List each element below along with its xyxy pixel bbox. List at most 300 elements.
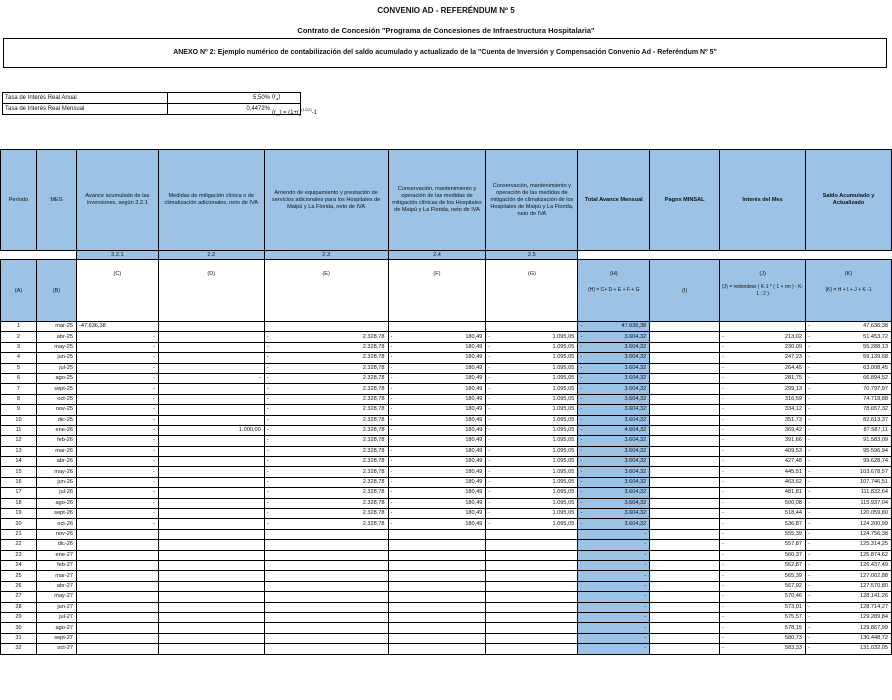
cell-h [578,602,650,612]
col-header-f: Conservación, mantenimiento y operación de las medidas de mitigación clínicas de los Hospitales de Maipú y La Florida, neto de IVA [388,150,486,251]
cell-leader: - [808,614,810,621]
cell-g [486,602,578,612]
cell-value: - [152,333,155,340]
cell-value: 131.032,05 [860,645,888,652]
cell-mes: feb-26 [36,436,76,446]
cell-value: 66.894,52 [863,375,888,382]
cell-value: 555,39 [784,531,803,537]
formula-sup: (1/12) [301,107,312,112]
cell-e [264,415,388,425]
cell-leader: - [808,385,810,392]
cell-value: 351,73 [784,416,803,423]
cell-n: 3 [1,342,37,352]
cell-k [806,436,892,446]
cell-e [264,550,388,560]
cell-leader: - [488,489,491,496]
cell-h [578,342,650,352]
cell-value: 3.604,32 [624,479,647,486]
cell-value: - [644,541,647,548]
cell-d [158,519,264,529]
cell-leader: - [266,499,269,506]
cell-value: 3.604,32 [624,354,647,361]
cell-leader: - [488,437,491,444]
cell-k [806,550,892,560]
cell-mes: ago-27 [36,623,76,633]
cell-leader: - [808,406,810,413]
cell-leader: - [722,354,725,361]
cell-c [76,353,158,363]
cell-value: - [258,375,261,382]
cell-g [486,488,578,498]
cell-leader: - [390,385,393,392]
cell-j [720,592,806,602]
cell-mes: abr-27 [36,581,76,591]
cell-i [650,540,720,550]
cell-value: - [644,562,647,569]
cell-c [76,550,158,560]
cell-n: 12 [1,436,37,446]
cell-c [76,436,158,446]
cell-value: 518,44 [784,510,803,517]
cell-value: 82.613,37 [863,416,888,423]
cell-leader: - [808,427,810,434]
cell-i [650,623,720,633]
cell-leader: - [580,364,583,371]
cell-leader: - [722,406,725,413]
cell-e [264,405,388,415]
cell-g [486,373,578,383]
cell-j [720,394,806,404]
cell-leader: - [722,479,725,486]
cell-j [720,415,806,425]
cell-leader: - [580,458,583,465]
cell-n: 4 [1,353,37,363]
cell-h [578,571,650,581]
cell-k [806,353,892,363]
cell-leader: - [488,364,491,371]
cell-j [720,571,806,581]
cell-value: 180,49 [465,364,483,371]
cell-n: 15 [1,467,37,477]
cell-mes: mar-26 [36,446,76,456]
cell-value: 573,01 [784,603,803,610]
cell-g [486,342,578,352]
cell-j [720,633,806,643]
cell-value: 127.002,88 [860,572,888,579]
cell-leader: - [580,416,583,423]
cell-leader: - [808,437,810,444]
cell-e [264,353,388,363]
cell-value: 2.328,78 [362,385,385,392]
cell-e [264,560,388,570]
cell-value: 180,49 [465,520,483,527]
cell-c [76,498,158,508]
cell-c [76,342,158,352]
cell-d [158,342,264,352]
cell-d [158,353,264,363]
cell-leader: - [808,520,810,527]
cell-n: 9 [1,405,37,415]
cell-leader: - [580,354,583,361]
cell-h [578,477,650,487]
cell-value: 463,62 [784,479,803,486]
cell-value: 124.200,99 [860,520,888,527]
cell-d [158,332,264,342]
cell-leader: - [78,323,81,330]
col-header-periodo: Período [1,150,37,251]
cell-leader: - [266,427,269,434]
cell-value: 78.657,32 [863,406,888,413]
cell-g [486,363,578,373]
cell-leader: - [722,343,725,350]
formula-sub: a [299,112,302,118]
col-letter: (C) [76,260,158,322]
cell-value: 3.604,32 [624,343,647,350]
cell-e [264,581,388,591]
col-header-h: Total Avance Mensual [578,150,650,251]
cell-n: 13 [1,446,37,456]
cell-value: 180,49 [465,427,483,434]
cell-f [388,633,486,643]
cell-value: 299,13 [784,385,803,392]
cell-f [388,623,486,633]
cell-k [806,602,892,612]
cell-j [720,498,806,508]
cell-value: 3.604,32 [624,375,647,382]
cell-d [158,425,264,435]
table-row [1,602,892,612]
table-row [1,446,892,456]
cell-c [76,488,158,498]
cell-mes: oct-26 [36,519,76,529]
cell-value: 3.604,32 [624,385,647,392]
cell-i [650,633,720,643]
formula-body: ) = (1+r [279,110,300,116]
section-blank [578,251,650,260]
cell-leader: - [488,395,491,402]
col-letter: (J) [759,271,766,277]
cell-c [76,373,158,383]
cell-leader: - [808,499,810,506]
col-letter: (H) [609,271,618,277]
cell-value: 3.604,32 [624,458,647,465]
cell-value: 560,37 [784,551,803,558]
cell-value: 580,73 [784,634,803,641]
cell-leader: - [488,458,491,465]
cell-value: 2.328,78 [362,489,385,496]
cell-leader: - [808,562,810,569]
cell-n: 7 [1,384,37,394]
cell-i [650,384,720,394]
cell-k [806,498,892,508]
cell-k [806,415,892,425]
cell-leader: - [580,427,583,434]
column-header-row [1,150,892,251]
cell-leader: - [580,520,583,527]
cell-value: 2.328,78 [362,343,385,350]
cell-value: 2.328,78 [362,499,385,506]
cell-value: 180,49 [465,510,483,517]
cell-g [486,540,578,550]
cell-k [806,363,892,373]
cell-leader: - [390,499,393,506]
col-letter: (E) [264,260,388,322]
cell-value: 2.328,78 [362,520,385,527]
cell-d [158,322,264,332]
cell-value: - [644,645,647,652]
cell-h [578,425,650,435]
cell-leader: - [390,406,393,413]
cell-n: 30 [1,623,37,633]
cell-leader: - [808,354,810,361]
cell-n: 28 [1,602,37,612]
cell-n: 8 [1,394,37,404]
cell-value: 583,33 [784,645,803,652]
col-letter: (G) [486,260,578,322]
cell-leader: - [390,395,393,402]
table-row [1,477,892,487]
cell-h [578,446,650,456]
cell-h [578,540,650,550]
table-row [1,529,892,539]
cell-g [486,467,578,477]
cell-leader: - [580,323,583,330]
table-row [1,550,892,560]
cell-e [264,384,388,394]
cell-mes: feb-27 [36,560,76,570]
cell-value: - [644,572,647,579]
cell-e [264,425,388,435]
cell-value: 1.095,05 [552,447,575,454]
cell-f [388,560,486,570]
cell-mes: ene-27 [36,550,76,560]
cell-k [806,529,892,539]
cell-leader: - [808,343,810,350]
cell-value: 125.874,62 [860,551,888,558]
cell-leader: - [722,489,725,496]
col-header-d: Medidas de mitigación clínica o de climatización adicionales, neto de IVA [158,150,264,251]
cell-g [486,415,578,425]
cell-e [264,498,388,508]
cell-mes: ene-26 [36,425,76,435]
cell-value: 107.746,51 [860,479,888,486]
cell-c [76,457,158,467]
document-title: CONVENIO AD - REFERÉNDUM Nº 5 [377,6,515,15]
cell-g [486,436,578,446]
cell-leader: - [580,489,583,496]
cell-mes: may-27 [36,592,76,602]
cell-h [578,322,650,332]
cell-leader: - [580,437,583,444]
cell-n: 10 [1,415,37,425]
symbol-text: (r [272,94,276,100]
cell-leader: - [580,447,583,454]
cell-value: 180,49 [465,458,483,465]
cell-e [264,612,388,622]
cell-value: - [644,582,647,589]
cell-value: 180,49 [465,468,483,475]
cell-value: 2.328,78 [362,458,385,465]
cell-leader: - [808,333,810,340]
cell-value: 180,49 [465,343,483,350]
cell-value: - [152,468,155,475]
cell-value: 445,51 [784,468,803,475]
cell-j [720,384,806,394]
cell-c [76,581,158,591]
cell-value: 59.139,68 [863,354,888,361]
cell-leader: - [266,416,269,423]
cell-d [158,405,264,415]
cell-value: 180,49 [465,354,483,361]
cell-value: 1.095,05 [552,333,575,340]
cell-f [388,436,486,446]
cell-leader: - [722,520,725,527]
cell-k [806,519,892,529]
cell-value: 264,45 [784,364,803,371]
cell-g [486,560,578,570]
cell-c [76,560,158,570]
cell-h [578,405,650,415]
col-header-e: Arriendo de equipamiento y prestación de servicios adicionales para los Hospitales de Maipú y La Florida, neto de IVA [264,150,388,251]
cell-leader: - [488,479,491,486]
cell-h [578,509,650,519]
cell-leader: - [580,375,583,382]
cell-i [650,467,720,477]
cell-value: 3.604,32 [624,510,647,517]
cell-h [578,415,650,425]
cell-value: 1.095,05 [552,437,575,444]
cell-value: 1.095,05 [552,468,575,475]
cell-n: 11 [1,425,37,435]
cell-k [806,633,892,643]
cell-value: 2.328,78 [362,510,385,517]
account-table [0,149,892,655]
cell-value: 2.328,78 [362,437,385,444]
cell-value: - [152,427,155,434]
cell-leader: - [390,333,393,340]
cell-mes: jun-27 [36,602,76,612]
cell-leader: - [488,416,491,423]
cell-c [76,394,158,404]
cell-value: 47.636,38 [621,323,647,330]
cell-leader: - [488,510,491,517]
section-blank [36,251,76,260]
cell-leader: - [488,468,491,475]
cell-d [158,529,264,539]
cell-value: 565,39 [784,572,803,579]
cell-d [158,467,264,477]
cell-mes: jun-26 [36,477,76,487]
cell-value: 567,92 [784,582,803,589]
cell-leader: - [390,520,393,527]
cell-g [486,332,578,342]
cell-value: 47.636,38 [863,323,888,330]
col-letter: (B) [36,260,76,322]
cell-leader: - [266,364,269,371]
cell-value: 578,15 [784,624,803,631]
cell-i [650,560,720,570]
cell-j [720,519,806,529]
cell-c [76,467,158,477]
cell-value: 1.095,05 [552,354,575,361]
cell-n: 32 [1,644,37,654]
cell-k [806,644,892,654]
cell-k [806,467,892,477]
cell-value: 1.095,05 [552,406,575,413]
cell-f [388,519,486,529]
cell-value: 1.095,05 [552,385,575,392]
table-row [1,488,892,498]
cell-leader: - [580,333,583,340]
cell-value: - [152,343,155,350]
cell-g [486,519,578,529]
cell-n: 6 [1,373,37,383]
cell-mes: may-25 [36,342,76,352]
col-letter: (D) [158,260,264,322]
cell-f [388,373,486,383]
cell-value: - [152,499,155,506]
cell-h [578,488,650,498]
cell-n: 14 [1,457,37,467]
cell-f [388,394,486,404]
cell-value: - [644,634,647,641]
cell-d [158,644,264,654]
cell-leader: - [488,406,491,413]
cell-h [578,457,650,467]
cell-value: 103.678,57 [860,468,888,475]
cell-j [720,342,806,352]
cell-leader: - [808,541,810,548]
cell-e [264,332,388,342]
cell-value: 3.604,32 [624,499,647,506]
cell-leader: - [390,354,393,361]
cell-c [76,322,158,332]
cell-value: 51.453,72 [863,333,888,340]
cell-leader: - [266,458,269,465]
cell-value: 3.604,32 [624,437,647,444]
cell-value: 570,46 [784,593,803,600]
cell-e [264,436,388,446]
cell-f [388,425,486,435]
cell-i [650,477,720,487]
cell-g [486,394,578,404]
cell-g [486,529,578,539]
symbol-text: (r [272,110,276,116]
cell-h [578,353,650,363]
cell-value: 129.867,99 [860,624,888,631]
cell-value: 2.328,78 [362,406,385,413]
table-row [1,436,892,446]
cell-leader: - [722,468,725,475]
cell-value: 481,81 [784,489,803,496]
cell-n: 25 [1,571,37,581]
cell-mes: jul-27 [36,612,76,622]
cell-j [720,550,806,560]
cell-h [578,498,650,508]
cell-g [486,581,578,591]
cell-c [76,405,158,415]
col-header-g: Conservación, mantenimiento y operación de las medidas de mitigación de climatización de los Hospitales de Maipú y La Florida, neto de IVA [486,150,578,251]
cell-d [158,436,264,446]
cell-j [720,540,806,550]
cell-value: 125.314,25 [860,541,888,548]
table-row [1,353,892,363]
cell-n: 2 [1,332,37,342]
cell-leader: - [488,375,491,382]
cell-leader: - [390,364,393,371]
cell-leader: - [722,364,725,371]
cell-j [720,353,806,363]
